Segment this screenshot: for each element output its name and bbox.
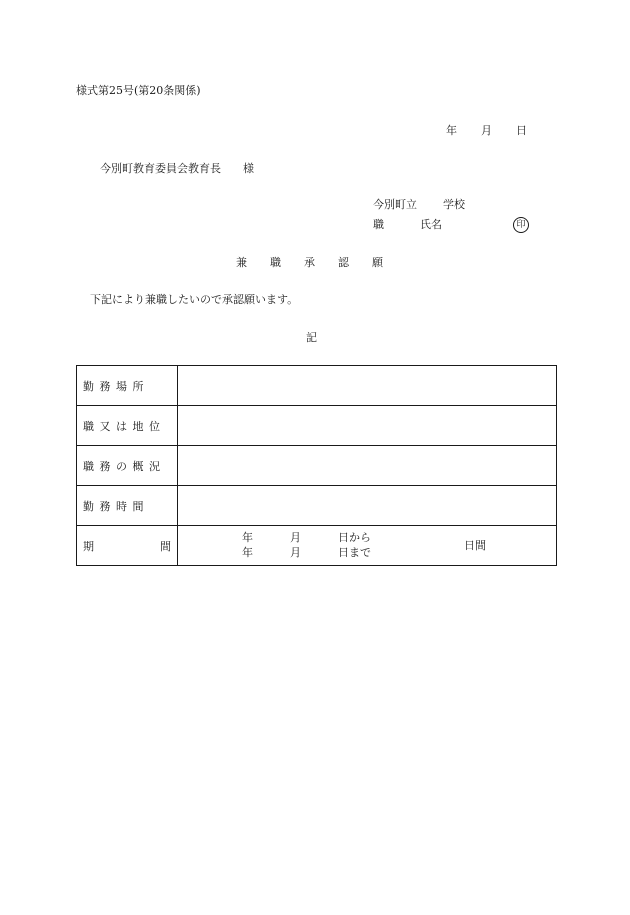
row-value-period [178,526,557,566]
row-label-period [77,526,178,566]
table-row [77,446,557,486]
title-char: 職 [270,256,281,269]
period-label-left: 期 [83,539,94,553]
addressee: 今別町教育委員会教育長 様 [100,162,254,175]
table-row [77,406,557,446]
period-days: 日間 [464,539,486,552]
row-value-position [178,406,557,446]
name-label: 氏名 [420,218,442,231]
name-line [373,218,442,231]
date-year: 年 [446,124,457,137]
school-line [373,198,465,211]
seal-mark: 印 [513,217,529,233]
row-value-hours [178,486,557,526]
from-month: 月 [290,531,301,544]
row-value-workplace [178,366,557,406]
position-label: 職 [373,218,384,231]
date-line [446,124,527,137]
form-number: 様式第25号(第20条関係) [76,84,201,97]
date-month: 月 [481,124,492,137]
date-day: 日 [516,124,527,137]
row-label-duties: 職務の概況 [77,446,178,486]
from-year: 年 [242,531,253,544]
row-label-workplace: 勤務場所 [77,366,178,406]
school-suffix: 学校 [443,198,465,211]
title-char: 承 [304,256,315,269]
ki-mark: 記 [306,331,317,344]
to-day: 日まで [338,546,371,559]
period-from [242,531,482,544]
title-char: 願 [372,256,383,269]
to-year: 年 [242,546,253,559]
table-row [77,486,557,526]
document-title [236,256,383,269]
table-row [77,526,557,566]
period-label-right: 間 [160,539,171,553]
title-char: 兼 [236,256,247,269]
from-day: 日から [338,531,371,544]
school-prefix: 今別町立 [373,198,417,211]
row-label-hours: 勤務時間 [77,486,178,526]
detail-table [76,365,557,566]
row-label-position: 職又は地位 [77,406,178,446]
to-month: 月 [290,546,301,559]
table-row [77,366,557,406]
row-value-duties [178,446,557,486]
period-to [242,546,482,559]
body-text: 下記により兼職したいので承認願います。 [90,293,299,306]
title-char: 認 [338,256,349,269]
